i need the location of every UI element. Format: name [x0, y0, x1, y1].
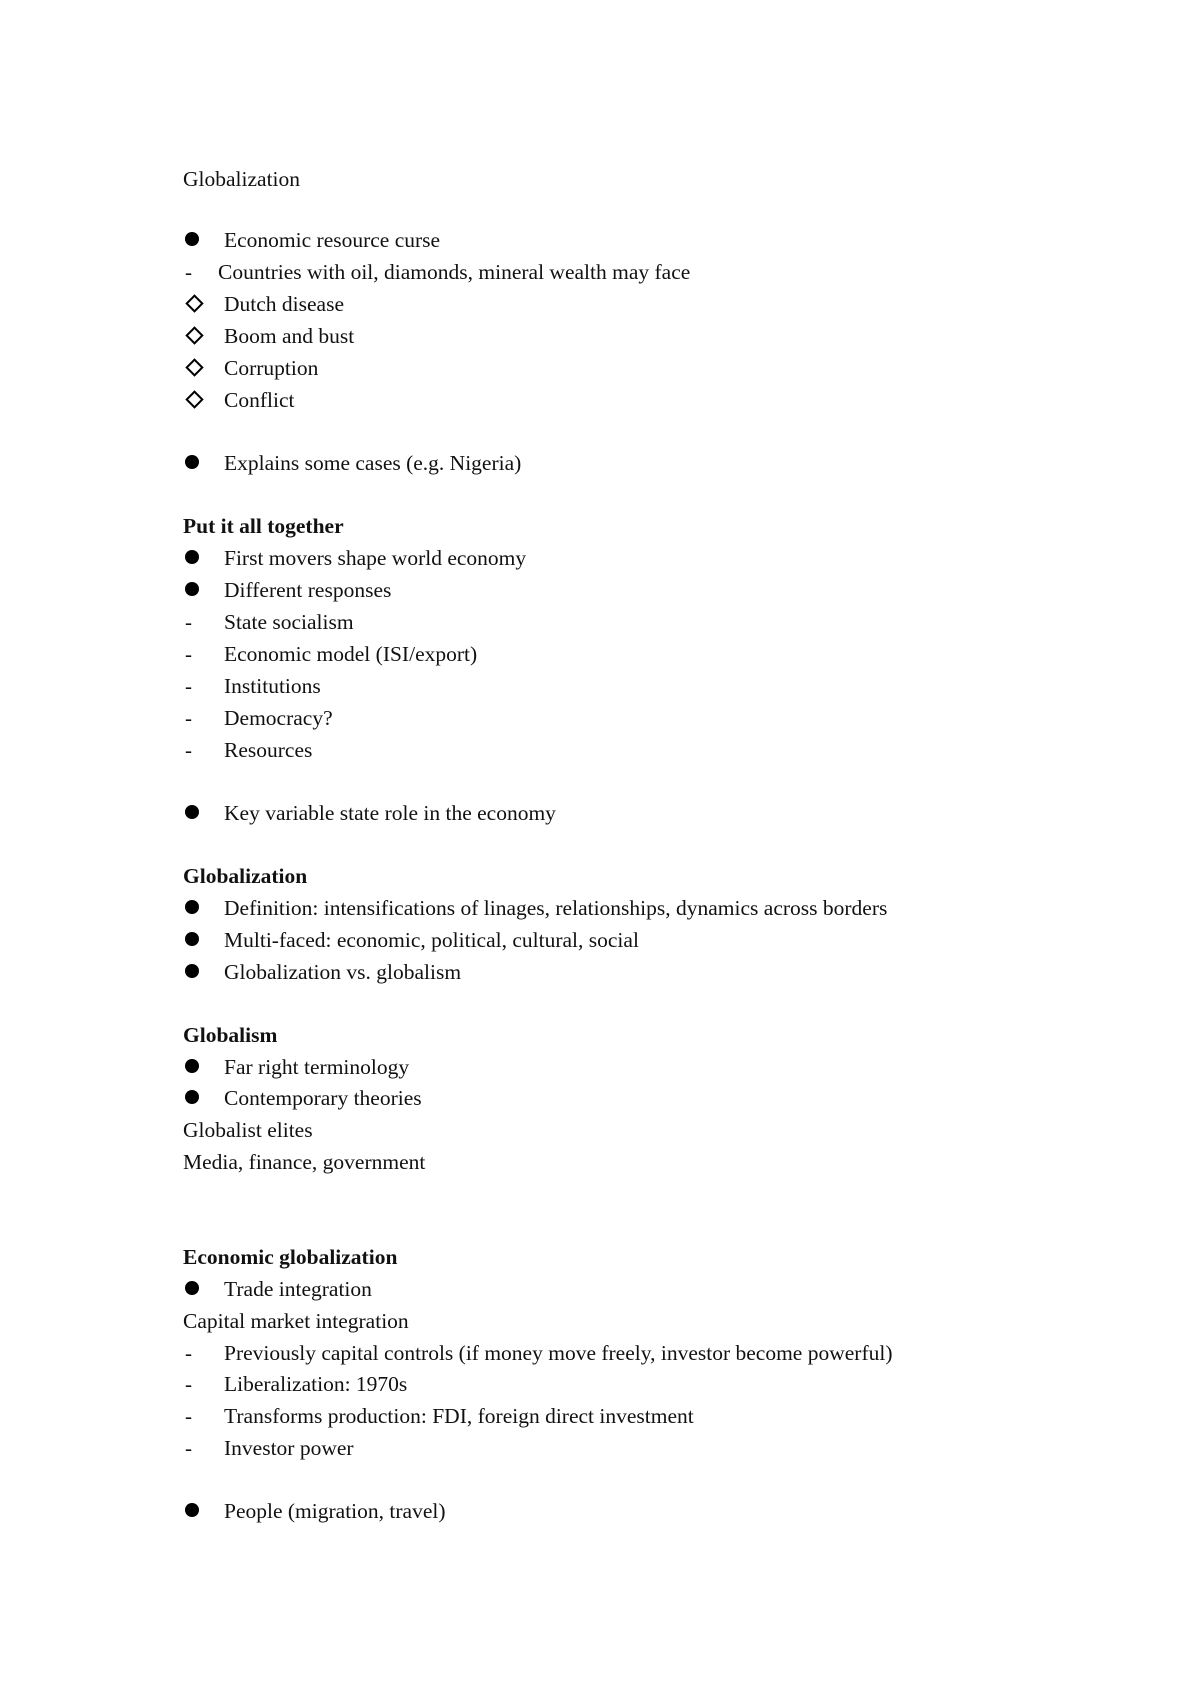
section-heading-line	[0, 1241, 1200, 1273]
list-item	[0, 924, 1200, 956]
dash-marker: -	[185, 674, 192, 698]
list-item-text: Key variable state role in the economy	[224, 801, 556, 825]
list-item-text: Contemporary theories	[224, 1086, 422, 1110]
bullet-dot-icon	[185, 964, 199, 978]
list-item-text: Countries with oil, diamonds, mineral wealth may face	[218, 260, 691, 284]
dash-marker: -	[185, 1436, 192, 1460]
dash-marker: -	[185, 1341, 192, 1365]
list-item-text: Economic model (ISI/export)	[224, 642, 478, 666]
bullet-dot-icon	[185, 455, 199, 469]
list-item	[0, 447, 1200, 479]
list-item-text: State socialism	[224, 610, 354, 634]
list-item-text: Economic resource curse	[224, 228, 441, 252]
dash-marker: -	[185, 738, 192, 762]
list-item-text: Dutch disease	[224, 292, 345, 316]
list-item	[0, 892, 1200, 924]
bullet-dot-icon	[185, 550, 199, 564]
list-item-text: Resources	[224, 738, 313, 762]
list-item	[0, 670, 1200, 702]
list-item-text: Corruption	[224, 356, 319, 380]
bullet-dot-icon	[185, 1503, 199, 1517]
list-item-text: Institutions	[224, 674, 321, 698]
paragraph-line	[0, 1114, 1200, 1146]
list-item	[0, 352, 1200, 384]
dash-marker: -	[185, 610, 192, 634]
list-item-text: Liberalization: 1970s	[224, 1372, 408, 1396]
diamond-bullet-icon	[185, 358, 203, 376]
list-item-text: Investor power	[224, 1436, 354, 1460]
list-item	[0, 1432, 1200, 1464]
section-heading: Globalization	[183, 864, 308, 888]
list-item-text: Previously capital controls (if money move freely, investor become powerful)	[224, 1341, 893, 1365]
dash-marker: -	[185, 1404, 192, 1428]
list-item	[0, 702, 1200, 734]
bullet-dot-icon	[185, 900, 199, 914]
bullet-dot-icon	[185, 1059, 199, 1073]
section-heading-line	[0, 510, 1200, 542]
list-item	[0, 256, 1200, 288]
list-item-text: Conflict	[224, 388, 295, 412]
section-heading: Economic globalization	[183, 1245, 398, 1269]
section-heading-line	[0, 1019, 1200, 1051]
list-item	[0, 1082, 1200, 1114]
list-item	[0, 384, 1200, 416]
list-item	[0, 224, 1200, 256]
list-item	[0, 734, 1200, 766]
list-item	[0, 1337, 1200, 1369]
section-heading-line	[0, 860, 1200, 892]
diamond-bullet-icon	[185, 326, 203, 344]
list-item-text: Boom and bust	[224, 324, 355, 348]
list-item	[0, 1273, 1200, 1305]
section-heading: Put it all together	[183, 514, 344, 538]
list-item	[0, 1368, 1200, 1400]
bullet-dot-icon	[185, 932, 199, 946]
paragraph-text: Globalist elites	[183, 1118, 313, 1142]
list-item	[0, 542, 1200, 574]
list-item	[0, 1400, 1200, 1432]
list-item-text: Definition: intensifications of linages, relationships, dynamics across borders	[224, 896, 888, 920]
diamond-bullet-icon	[185, 390, 203, 408]
list-item-text: Transforms production: FDI, foreign direct investment	[224, 1404, 694, 1428]
list-item	[0, 320, 1200, 352]
dash-marker: -	[185, 706, 192, 730]
list-item	[0, 1051, 1200, 1083]
doc-title: Globalization	[183, 167, 301, 191]
list-item	[0, 797, 1200, 829]
list-item-text: People (migration, travel)	[224, 1499, 446, 1523]
dash-marker: -	[185, 260, 192, 284]
list-item-text: Trade integration	[224, 1277, 372, 1301]
diamond-bullet-icon	[185, 294, 203, 312]
section-heading: Globalism	[183, 1023, 278, 1047]
list-item-text: Explains some cases (e.g. Nigeria)	[224, 451, 522, 475]
paragraph-line	[0, 1305, 1200, 1337]
list-item-text: First movers shape world economy	[224, 546, 527, 570]
list-item	[0, 956, 1200, 988]
list-item-text: Globalization vs. globalism	[224, 960, 462, 984]
dash-marker: -	[185, 642, 192, 666]
bullet-dot-icon	[185, 232, 199, 246]
list-item	[0, 1495, 1200, 1527]
bullet-dot-icon	[185, 582, 199, 596]
dash-marker: -	[185, 1372, 192, 1396]
list-item-text: Far right terminology	[224, 1055, 410, 1079]
bullet-dot-icon	[185, 1281, 199, 1295]
bullet-dot-icon	[185, 805, 199, 819]
list-item	[0, 606, 1200, 638]
paragraph-text: Media, finance, government	[183, 1150, 426, 1174]
list-item-text: Different responses	[224, 578, 392, 602]
list-item-text: Democracy?	[224, 706, 333, 730]
paragraph-text: Capital market integration	[183, 1309, 409, 1333]
bullet-dot-icon	[185, 1090, 199, 1104]
paragraph-line	[0, 1146, 1200, 1178]
list-item-text: Multi-faced: economic, political, cultural, social	[224, 928, 639, 952]
list-item	[0, 638, 1200, 670]
list-item	[0, 574, 1200, 606]
doc-title-line	[0, 163, 1200, 195]
list-item	[0, 288, 1200, 320]
